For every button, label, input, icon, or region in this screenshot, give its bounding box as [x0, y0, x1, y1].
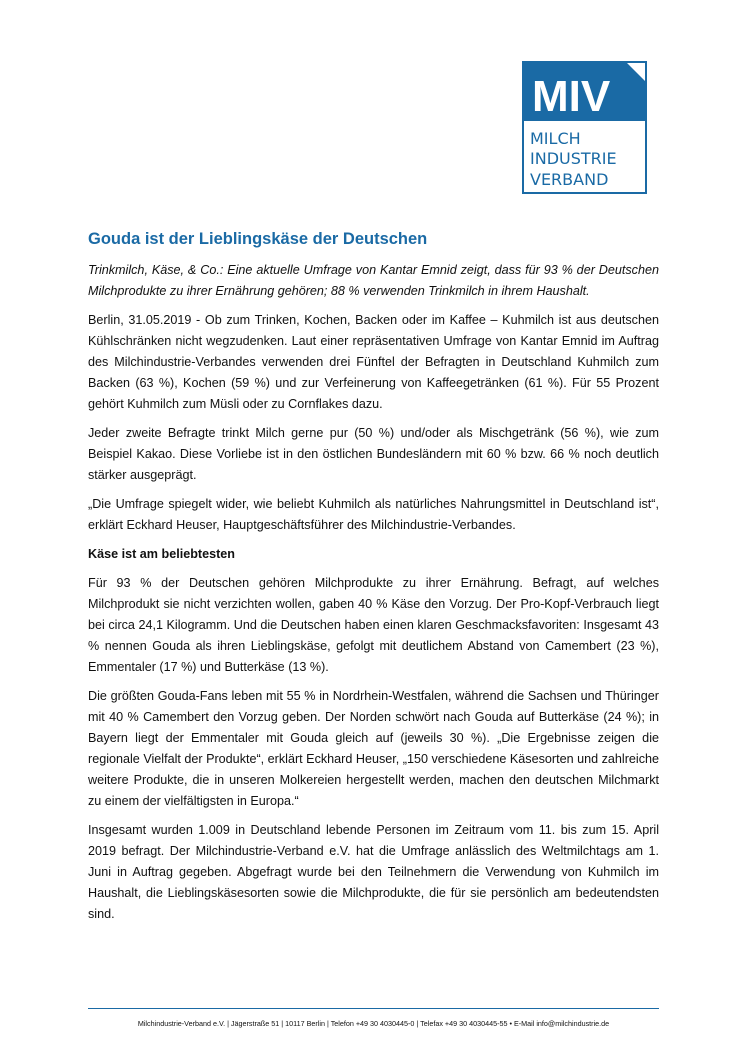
logo-line-2: INDUSTRIE — [530, 149, 617, 168]
paragraph: Berlin, 31.05.2019 - Ob zum Trinken, Kochen, Backen oder im Kaffee – Kuhmilch ist aus deutschen Kühlschränken nicht wegzudenken. Laut einer repräsentativen Umfrage von Kantar Emnid im Auftrag des Milchindustrie-Verbandes verwenden drei Fünftel der Befragten in Deutschland Kuhmilch zum Backen (63 %), Kochen (59 %) und zur Verfeinerung von Kaffeegetränken (61 %). Für 55 Prozent gehört Kuhmilch zum Müsli oder zu Cornflakes dazu. — [88, 313, 659, 411]
logo-line-1: MILCH — [530, 129, 581, 148]
logo-line-3: VERBAND — [530, 170, 609, 189]
paragraph: Jeder zweite Befragte trinkt Milch gerne pur (50 %) und/oder als Mischgetränk (56 %), wie zum Beispiel Kakao. Diese Vorliebe ist in den östlichen Bundesländern mit 60 % bzw. 66 % noch deutlich stärker ausgeprägt. — [88, 426, 659, 482]
paragraph: Für 93 % der Deutschen gehören Milchprodukte zu ihrer Ernährung. Befragt, auf welches Milchprodukt sie nicht verzichten wollen, gaben 40 % Käse den Vorzug. Der Pro-Kopf-Verbrauch liegt bei circa 24,1 Kilogramm. Und die Deutschen haben einen klaren Geschmacksfavoriten: Insgesamt 43 % nennen Gouda als ihren Lieblingskäse, gefolgt mit deutlichem Abstand von Camembert (23 %), Emmentaler (17 %) und Butterkäse (13 %). — [88, 576, 659, 674]
paragraph: Insgesamt wurden 1.009 in Deutschland lebende Personen im Zeitraum vom 11. bis zum 15. April 2019 befragt. Der Milchindustrie-Verband e.V. hat die Umfrage anlässlich des Weltmilchtags am 1. Juni in Auftrag gegeben. Abgefragt wurde bei den Teilnehmern die Verwendung von Kuhmilch im Haushalt, die Lieblingskäsesorten sowie die Milchprodukte, die für sie persönlich am bedeutendsten sind. — [88, 823, 659, 921]
footer-divider — [88, 1008, 659, 1009]
logo-abbr: MIV — [532, 72, 611, 121]
article-body — [88, 260, 659, 933]
footer-contact: Milchindustrie-Verband e.V. | Jägerstraße 51 | 10117 Berlin | Telefon +49 30 4030445-0 | Telefax +49 30 4030445-55 • E-Mail info@milchindustrie.de — [137, 1019, 610, 1028]
paragraph: „Die Umfrage spiegelt wider, wie beliebt Kuhmilch als natürliches Nahrungsmittel in Deutschland ist“, erklärt Eckhard Heuser, Hauptgeschäftsführer des Milchindustrie-Verbandes. — [88, 497, 659, 532]
miv-logo — [522, 61, 647, 194]
page-title: Gouda ist der Lieblingskäse der Deutschen — [88, 230, 428, 248]
section-heading: Käse ist am beliebtesten — [88, 547, 235, 561]
paragraph: Die größten Gouda-Fans leben mit 55 % in Nordrhein-Westfalen, während die Sachsen und Thüringer mit 40 % Camembert den Vorzug geben. Der Norden schwört nach Gouda auf Butterkäse (24 %); in Bayern liegt der Emmentaler mit Gouda gleich auf (jeweils 30 %). „Die Ergebnisse zeigen die regionale Vielfalt der Produkte“, erklärt Eckhard Heuser, „150 verschiedene Käsesorten und zahlreiche weitere Produkte, die in unseren Molkereien hergestellt werden, machen den deutschen Milchmarkt zu einem der vielfältigsten in Europa.“ — [88, 689, 660, 808]
lead-paragraph: Trinkmilch, Käse, & Co.: Eine aktuelle Umfrage von Kantar Emnid zeigt, dass für 93 % der Deutschen Milchprodukte zu ihrer Ernährung gehören; 88 % verwenden Trinkmilch in ihrem Haushalt. — [88, 263, 659, 298]
